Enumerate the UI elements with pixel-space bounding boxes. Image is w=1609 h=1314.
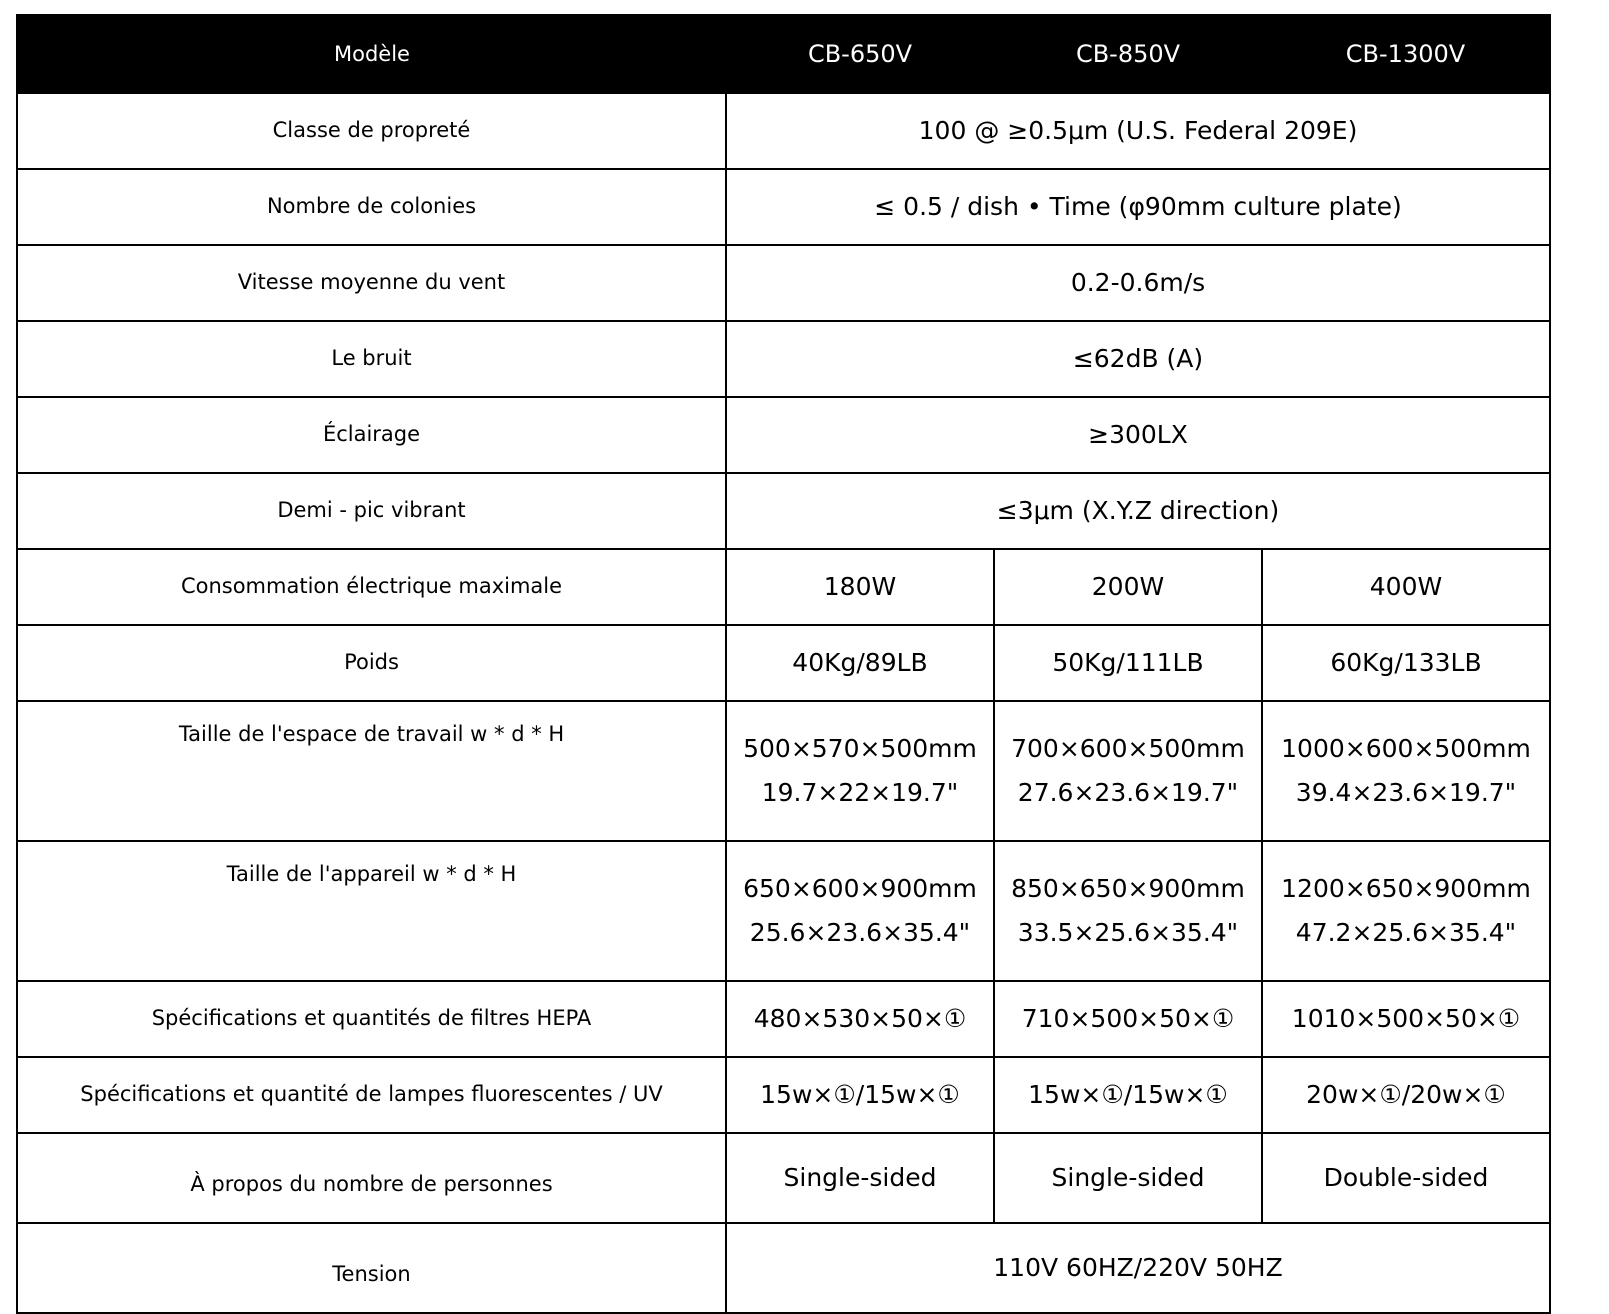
model-header: CB-650V <box>726 15 994 93</box>
row-label: Taille de l'espace de travail w * d * H <box>17 701 726 841</box>
metric-size: 850×650×900mm <box>1011 874 1245 903</box>
cell-value: ≤62dB (A) <box>726 321 1550 397</box>
cell-value <box>1262 701 1550 841</box>
imperial-size: 47.2×25.6×35.4" <box>1295 918 1517 947</box>
cell-value: Single-sided <box>994 1133 1262 1223</box>
cell-value: ≤3μm (X.Y.Z direction) <box>726 473 1550 549</box>
row-label: Éclairage <box>17 397 726 473</box>
cell-value: 200W <box>994 549 1262 625</box>
table-row <box>17 169 1550 245</box>
imperial-size: 39.4×23.6×19.7" <box>1295 778 1517 807</box>
table-row <box>17 321 1550 397</box>
row-label: Taille de l'appareil w * d * H <box>17 841 726 981</box>
cell-value: 100 @ ≥0.5μm (U.S. Federal 209E) <box>726 93 1550 169</box>
metric-size: 1200×650×900mm <box>1281 874 1531 903</box>
spec-table <box>16 14 1551 1314</box>
table-row <box>17 981 1550 1057</box>
metric-size: 500×570×500mm <box>743 734 977 763</box>
row-label: Demi - pic vibrant <box>17 473 726 549</box>
cell-value: 0.2-0.6m/s <box>726 245 1550 321</box>
imperial-size: 25.6×23.6×35.4" <box>749 918 971 947</box>
row-label: Le bruit <box>17 321 726 397</box>
cell-value: Double-sided <box>1262 1133 1550 1223</box>
table-row <box>17 1223 1550 1313</box>
cell-value <box>994 701 1262 841</box>
row-label: Spécifications et quantités de filtres HEPA <box>17 981 726 1057</box>
cell-value: 60Kg/133LB <box>1262 625 1550 701</box>
header-row <box>17 15 1550 93</box>
row-label: Consommation électrique maximale <box>17 549 726 625</box>
table-row <box>17 841 1550 981</box>
table-row <box>17 473 1550 549</box>
table-row <box>17 245 1550 321</box>
table-row <box>17 93 1550 169</box>
cell-value <box>726 841 994 981</box>
cell-value <box>726 701 994 841</box>
row-label: Classe de propreté <box>17 93 726 169</box>
table-row <box>17 397 1550 473</box>
model-header: CB-850V <box>994 15 1262 93</box>
imperial-size: 33.5×25.6×35.4" <box>1017 918 1239 947</box>
table-row <box>17 1133 1550 1223</box>
cell-value: 1010×500×50×① <box>1262 981 1550 1057</box>
row-label: Poids <box>17 625 726 701</box>
cell-value: Single-sided <box>726 1133 994 1223</box>
row-label: Spécifications et quantité de lampes fluorescentes / UV <box>17 1057 726 1133</box>
imperial-size: 27.6×23.6×19.7" <box>1017 778 1239 807</box>
cell-value: 480×530×50×① <box>726 981 994 1057</box>
cell-value: 110V 60HZ/220V 50HZ <box>726 1223 1550 1313</box>
table-row <box>17 1057 1550 1133</box>
row-label: Tension <box>17 1223 726 1313</box>
cell-value <box>994 841 1262 981</box>
cell-value <box>1262 841 1550 981</box>
cell-value: 50Kg/111LB <box>994 625 1262 701</box>
cell-value: ≥300LX <box>726 397 1550 473</box>
row-label: Vitesse moyenne du vent <box>17 245 726 321</box>
imperial-size: 19.7×22×19.7" <box>761 778 959 807</box>
table-row <box>17 625 1550 701</box>
cell-value: ≤ 0.5 / dish • Time (φ90mm culture plate) <box>726 169 1550 245</box>
cell-value: 710×500×50×① <box>994 981 1262 1057</box>
cell-value: 15w×①/15w×① <box>994 1057 1262 1133</box>
cell-value: 40Kg/89LB <box>726 625 994 701</box>
model-header: CB-1300V <box>1262 15 1550 93</box>
row-label: Nombre de colonies <box>17 169 726 245</box>
table-row <box>17 549 1550 625</box>
metric-size: 700×600×500mm <box>1011 734 1245 763</box>
cell-value: 15w×①/15w×① <box>726 1057 994 1133</box>
header-label: Modèle <box>17 15 726 93</box>
row-label: À propos du nombre de personnes <box>17 1133 726 1223</box>
metric-size: 1000×600×500mm <box>1281 734 1531 763</box>
cell-value: 400W <box>1262 549 1550 625</box>
cell-value: 180W <box>726 549 994 625</box>
cell-value: 20w×①/20w×① <box>1262 1057 1550 1133</box>
table-row <box>17 701 1550 841</box>
metric-size: 650×600×900mm <box>743 874 977 903</box>
